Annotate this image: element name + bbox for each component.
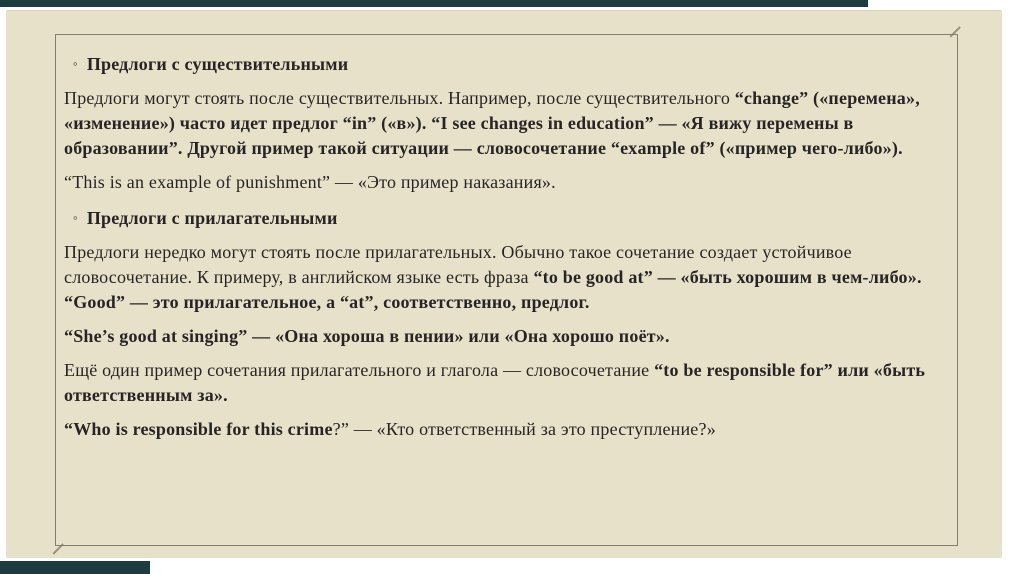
content-box	[55, 34, 958, 546]
bullet-icon: ◦	[73, 210, 78, 225]
text-segment: Предлоги могут стоять после существительных. Например, после существительного	[64, 88, 735, 108]
paragraph	[64, 358, 947, 408]
text-segment: Ещё один пример сочетания прилагательного и глагола — словосочетание	[64, 360, 655, 380]
text-segment: Предлоги с прилагательными	[86, 208, 338, 228]
text-segment: “to be good at” — «быть хорошим в чем-либо». “Good” — это прилагательное, а “at”, соответственно, предлог.	[64, 267, 922, 312]
text-segment: Предлоги с существительными	[86, 54, 349, 74]
top-accent-bar	[0, 0, 868, 7]
bullet-item	[64, 205, 947, 231]
corner-accent-icon	[950, 26, 961, 37]
corner-accent-icon	[53, 543, 64, 554]
text-segment: “This is an example of punishment” — «Это пример наказания».	[64, 172, 556, 192]
text-segment: “She’s good at singing” — «Она хороша в пении» или «Она хорошо поёт».	[64, 326, 670, 346]
text-segment: “to be responsible for” или «быть ответственным за».	[64, 360, 926, 405]
text-segment: Предлоги нередко могут стоять после прилагательных. Обычно такое сочетание создает устойчивое словосочетание. К примеру, в английском языке есть фраза	[64, 242, 852, 287]
heading-label	[87, 54, 349, 74]
text-segment: ?” — «Кто ответственный за это преступление?»	[332, 419, 716, 439]
paragraph	[64, 324, 947, 349]
heading-label	[87, 208, 338, 228]
slide-canvas	[6, 10, 1002, 558]
bottom-accent-bar	[0, 561, 150, 574]
text-block	[64, 51, 947, 442]
bullet-item	[64, 51, 947, 77]
paragraph	[64, 170, 947, 195]
bullet-icon: ◦	[73, 56, 78, 71]
paragraph	[64, 240, 947, 315]
paragraph	[64, 86, 947, 161]
text-segment: “Who is responsible for this crime	[64, 419, 333, 439]
paragraph	[64, 417, 947, 442]
text-segment: “change” («перемена», «изменение») часто идет предлог “in” («в»). “I see changes in education” — «Я вижу перемены в образовании”. Другой пример такой ситуации — словосочетание “example of” («пример чего-либо»).	[64, 88, 920, 158]
